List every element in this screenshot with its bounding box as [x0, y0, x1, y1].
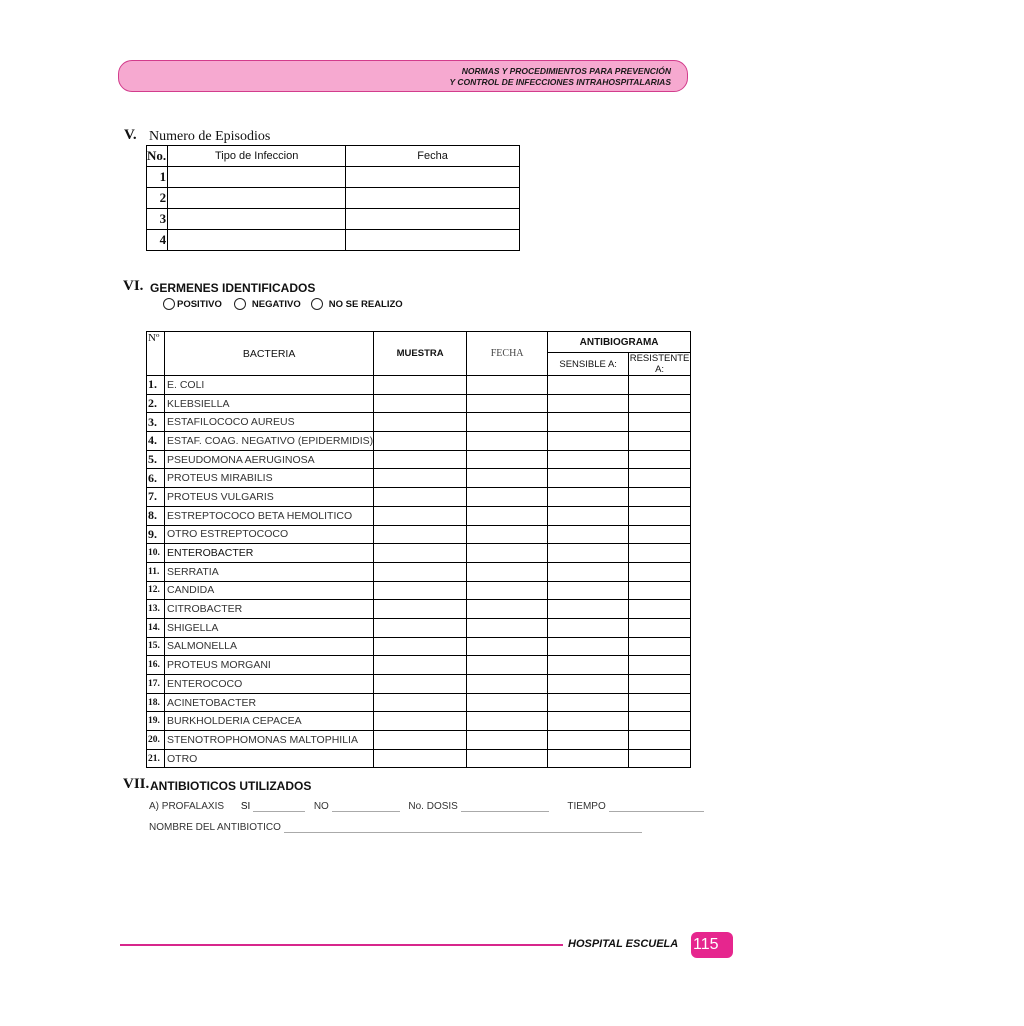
germen-name: CITROBACTER: [165, 600, 374, 619]
option-positivo-label: POSITIVO: [177, 298, 222, 310]
germen-name: PROTEUS MIRABILIS: [165, 469, 374, 488]
germen-resistente-cell[interactable]: [629, 731, 691, 750]
germen-row: [147, 562, 691, 581]
germen-fecha-cell[interactable]: [467, 525, 548, 544]
germen-sensible-cell[interactable]: [548, 581, 629, 600]
germen-name: ESTAF. COAG. NEGATIVO (EPIDERMIDIS): [165, 432, 374, 451]
germen-number: 21.: [147, 749, 165, 768]
germen-name: PSEUDOMONA AERUGINOSA: [165, 450, 374, 469]
germen-number: 14.: [147, 618, 165, 637]
germen-muestra-cell[interactable]: [374, 562, 467, 581]
germen-fecha-cell[interactable]: [467, 376, 548, 395]
episode-number: 2: [147, 188, 168, 209]
germen-row: [147, 469, 691, 488]
germen-row: [147, 731, 691, 750]
germen-sensible-cell[interactable]: [548, 693, 629, 712]
radio-circle-icon[interactable]: [163, 298, 175, 310]
germen-number: 7.: [147, 488, 165, 507]
germen-name: ESTREPTOCOCO BETA HEMOLITICO: [165, 506, 374, 525]
germen-name: STENOTROPHOMONAS MALTOPHILIA: [165, 731, 374, 750]
header-line-2: Y CONTROL DE INFECCIONES INTRAHOSPITALARIAS: [449, 77, 671, 87]
germen-resistente-cell[interactable]: [629, 376, 691, 395]
germen-resistente-cell[interactable]: [629, 600, 691, 619]
germen-muestra-cell[interactable]: [374, 544, 467, 563]
episodes-col-fecha: Fecha: [346, 146, 520, 167]
germen-resistente-cell[interactable]: [629, 394, 691, 413]
germen-resistente-cell[interactable]: [629, 656, 691, 675]
germen-row: [147, 413, 691, 432]
col-fecha-header: FECHA: [467, 332, 548, 376]
si-field[interactable]: [253, 801, 305, 812]
germen-muestra-cell[interactable]: [374, 600, 467, 619]
germen-number: 20.: [147, 731, 165, 750]
germen-fecha-cell[interactable]: [467, 544, 548, 563]
germen-number: 17.: [147, 675, 165, 694]
germen-resistente-cell[interactable]: [629, 544, 691, 563]
footer-rule: [120, 944, 563, 946]
germen-number: 10.: [147, 544, 165, 563]
germen-name: SHIGELLA: [165, 618, 374, 637]
germen-muestra-cell[interactable]: [374, 656, 467, 675]
germen-row: [147, 506, 691, 525]
no-field[interactable]: [332, 801, 400, 812]
germen-sensible-cell[interactable]: [548, 544, 629, 563]
germen-muestra-cell[interactable]: [374, 506, 467, 525]
germen-name: PROTEUS MORGANI: [165, 656, 374, 675]
germen-fecha-cell[interactable]: [467, 413, 548, 432]
dosis-field[interactable]: [461, 801, 549, 812]
germen-sensible-cell[interactable]: [548, 618, 629, 637]
germen-number: 15.: [147, 637, 165, 656]
germen-row: [147, 618, 691, 637]
germen-muestra-cell[interactable]: [374, 450, 467, 469]
episode-number: 3: [147, 209, 168, 230]
option-positivo[interactable]: [163, 298, 222, 310]
germen-number: 5.: [147, 450, 165, 469]
header-text: [450, 66, 672, 88]
germen-number: 4.: [147, 432, 165, 451]
header-line-1: NORMAS Y PROCEDIMIENTOS PARA PREVENCIÓN: [461, 66, 671, 76]
germen-name: SERRATIA: [165, 562, 374, 581]
germen-sensible-cell[interactable]: [548, 731, 629, 750]
germen-sensible-cell[interactable]: [548, 600, 629, 619]
profilaxis-label: A) PROFALAXIS: [149, 801, 225, 812]
germen-muestra-cell[interactable]: [374, 693, 467, 712]
si-label: SI: [240, 801, 251, 812]
germen-muestra-cell[interactable]: [374, 618, 467, 637]
germen-row: [147, 600, 691, 619]
germen-name: SALMONELLA: [165, 637, 374, 656]
col-antibiograma-header: ANTIBIOGRAMA: [548, 332, 691, 353]
germen-muestra-cell[interactable]: [374, 675, 467, 694]
germen-resistente-cell[interactable]: [629, 749, 691, 768]
germen-name: OTRO ESTREPTOCOCO: [165, 525, 374, 544]
germen-name: BURKHOLDERIA CEPACEA: [165, 712, 374, 731]
germen-name: OTRO: [165, 749, 374, 768]
germen-muestra-cell[interactable]: [374, 712, 467, 731]
germen-row: [147, 693, 691, 712]
episodes-table: [146, 145, 520, 251]
option-no-se-realizo[interactable]: [311, 298, 403, 310]
page-number-badge: 115: [691, 932, 733, 958]
germen-resistente-cell[interactable]: [629, 432, 691, 451]
nombre-field[interactable]: [284, 822, 642, 833]
germen-row: [147, 488, 691, 507]
option-no-se-realizo-label: NO SE REALIZO: [328, 298, 403, 310]
dosis-label: No. DOSIS: [408, 801, 458, 812]
germen-row: [147, 581, 691, 600]
germen-fecha-cell[interactable]: [467, 488, 548, 507]
episode-number: 4: [147, 230, 168, 251]
germen-number: 2.: [147, 394, 165, 413]
nombre-label: NOMBRE DEL ANTIBIOTICO: [149, 822, 281, 833]
germen-row: [147, 637, 691, 656]
germen-sensible-cell[interactable]: [548, 525, 629, 544]
col-bacteria-header: BACTERIA: [165, 332, 374, 376]
germen-sensible-cell[interactable]: [548, 506, 629, 525]
germen-fecha-cell[interactable]: [467, 656, 548, 675]
germenes-body: [147, 376, 691, 768]
germen-fecha-cell[interactable]: [467, 432, 548, 451]
germen-row: [147, 525, 691, 544]
col-resistente-header: RESISTENTE A:: [629, 353, 690, 375]
germen-name: ENTEROCOCO: [165, 675, 374, 694]
section-5-number: V.: [124, 127, 137, 143]
episode-tipo-cell[interactable]: [168, 209, 346, 230]
germen-fecha-cell[interactable]: [467, 618, 548, 637]
no-label: NO: [313, 801, 329, 812]
germen-row: [147, 432, 691, 451]
germen-fecha-cell[interactable]: [467, 749, 548, 768]
germen-resistente-cell[interactable]: [629, 637, 691, 656]
section-5-title: Numero de Episodios: [149, 129, 271, 144]
germenes-options: [163, 298, 413, 310]
col-muestra-header: MUESTRA: [374, 332, 467, 376]
germenes-table: [146, 331, 691, 768]
germen-sensible-cell[interactable]: [548, 376, 629, 395]
footer-hospital: HOSPITAL ESCUELA: [568, 938, 679, 950]
episodes-col-tipo: Tipo de Infeccion: [168, 146, 346, 167]
germen-number: 16.: [147, 656, 165, 675]
germen-number: 8.: [147, 506, 165, 525]
episode-row: [147, 188, 520, 209]
germen-muestra-cell[interactable]: [374, 581, 467, 600]
episode-row: [147, 209, 520, 230]
germen-sensible-cell[interactable]: [548, 413, 629, 432]
germen-row: [147, 712, 691, 731]
episode-tipo-cell[interactable]: [168, 188, 346, 209]
episode-number: 1: [147, 167, 168, 188]
germen-row: [147, 450, 691, 469]
germen-resistente-cell[interactable]: [629, 488, 691, 507]
germen-row: [147, 394, 691, 413]
section-7-title: ANTIBIOTICOS UTILIZADOS: [150, 779, 312, 793]
germen-muestra-cell[interactable]: [374, 637, 467, 656]
germen-number: 6.: [147, 469, 165, 488]
germen-fecha-cell[interactable]: [467, 469, 548, 488]
germen-sensible-cell[interactable]: [548, 656, 629, 675]
col-num-header: Nº: [147, 332, 165, 376]
section-7-number: VII.: [123, 776, 150, 792]
germen-row: [147, 376, 691, 395]
germen-muestra-cell[interactable]: [374, 488, 467, 507]
germen-number: 18.: [147, 693, 165, 712]
germen-name: ESTAFILOCOCO AUREUS: [165, 413, 374, 432]
germen-name: E. COLI: [165, 376, 374, 395]
germen-name: CANDIDA: [165, 581, 374, 600]
germen-muestra-cell[interactable]: [374, 413, 467, 432]
germen-muestra-cell[interactable]: [374, 432, 467, 451]
germen-name: PROTEUS VULGARIS: [165, 488, 374, 507]
germen-sensible-cell[interactable]: [548, 675, 629, 694]
germen-resistente-cell[interactable]: [629, 712, 691, 731]
episode-tipo-cell[interactable]: [168, 230, 346, 251]
germen-fecha-cell[interactable]: [467, 600, 548, 619]
nombre-row: [149, 822, 642, 833]
germen-sensible-cell[interactable]: [548, 488, 629, 507]
section-6-number: VI.: [123, 278, 144, 294]
germen-sensible-cell[interactable]: [548, 562, 629, 581]
episode-fecha-cell[interactable]: [346, 188, 520, 209]
germen-resistente-cell[interactable]: [629, 562, 691, 581]
germen-sensible-cell[interactable]: [548, 749, 629, 768]
germen-resistente-cell[interactable]: [629, 581, 691, 600]
germenes-header-row-1: [147, 332, 691, 353]
episode-row: [147, 230, 520, 251]
germen-row: [147, 675, 691, 694]
germen-number: 19.: [147, 712, 165, 731]
germen-resistente-cell[interactable]: [629, 675, 691, 694]
germen-resistente-cell[interactable]: [629, 618, 691, 637]
episodes-header-row: [147, 146, 520, 167]
germen-fecha-cell[interactable]: [467, 581, 548, 600]
episodes-col-no: No.: [147, 146, 168, 167]
germen-row: [147, 749, 691, 768]
germen-muestra-cell[interactable]: [374, 731, 467, 750]
germen-name: KLEBSIELLA: [165, 394, 374, 413]
germen-fecha-cell[interactable]: [467, 637, 548, 656]
header-banner: [118, 60, 688, 92]
option-negativo[interactable]: [234, 298, 301, 310]
germen-number: 3.: [147, 413, 165, 432]
germen-sensible-cell[interactable]: [548, 712, 629, 731]
germen-fecha-cell[interactable]: [467, 450, 548, 469]
germen-number: 12.: [147, 581, 165, 600]
germen-resistente-cell[interactable]: [629, 413, 691, 432]
germen-number: 11.: [147, 562, 165, 581]
episode-fecha-cell[interactable]: [346, 230, 520, 251]
germen-sensible-cell[interactable]: [548, 450, 629, 469]
germen-number: 1.: [147, 376, 165, 395]
option-negativo-label: NEGATIVO: [251, 298, 301, 310]
germen-fecha-cell[interactable]: [467, 675, 548, 694]
germen-resistente-cell[interactable]: [629, 506, 691, 525]
germen-muestra-cell[interactable]: [374, 749, 467, 768]
germen-fecha-cell[interactable]: [467, 562, 548, 581]
germen-muestra-cell[interactable]: [374, 525, 467, 544]
germen-resistente-cell[interactable]: [629, 450, 691, 469]
germen-fecha-cell[interactable]: [467, 394, 548, 413]
germen-resistente-cell[interactable]: [629, 525, 691, 544]
germen-sensible-cell[interactable]: [548, 637, 629, 656]
germen-muestra-cell[interactable]: [374, 469, 467, 488]
germen-sensible-cell[interactable]: [548, 469, 629, 488]
germen-fecha-cell[interactable]: [467, 712, 548, 731]
germen-name: ACINETOBACTER: [165, 693, 374, 712]
germen-number: 9.: [147, 525, 165, 544]
col-sensible-header: SENSIBLE A:: [548, 353, 629, 376]
germen-fecha-cell[interactable]: [467, 731, 548, 750]
germen-resistente-cell[interactable]: [629, 469, 691, 488]
germen-row: [147, 656, 691, 675]
episode-tipo-cell[interactable]: [168, 167, 346, 188]
germen-fecha-cell[interactable]: [467, 506, 548, 525]
episode-fecha-cell[interactable]: [346, 167, 520, 188]
radio-circle-icon[interactable]: [311, 298, 323, 310]
profilaxis-row: [149, 801, 704, 812]
germen-row: [147, 544, 691, 563]
tiempo-label: TIEMPO: [567, 801, 606, 812]
germen-muestra-cell[interactable]: [374, 394, 467, 413]
germen-sensible-cell[interactable]: [548, 394, 629, 413]
episode-row: [147, 167, 520, 188]
episode-fecha-cell[interactable]: [346, 209, 520, 230]
germen-number: 13.: [147, 600, 165, 619]
germen-name: ENTEROBACTER: [165, 544, 374, 563]
germen-resistente-cell[interactable]: [629, 693, 691, 712]
germen-muestra-cell[interactable]: [374, 376, 467, 395]
radio-circle-icon[interactable]: [234, 298, 246, 310]
tiempo-field[interactable]: [609, 801, 704, 812]
section-6-title: GERMENES IDENTIFICADOS: [150, 281, 316, 295]
germen-sensible-cell[interactable]: [548, 432, 629, 451]
germen-fecha-cell[interactable]: [467, 693, 548, 712]
